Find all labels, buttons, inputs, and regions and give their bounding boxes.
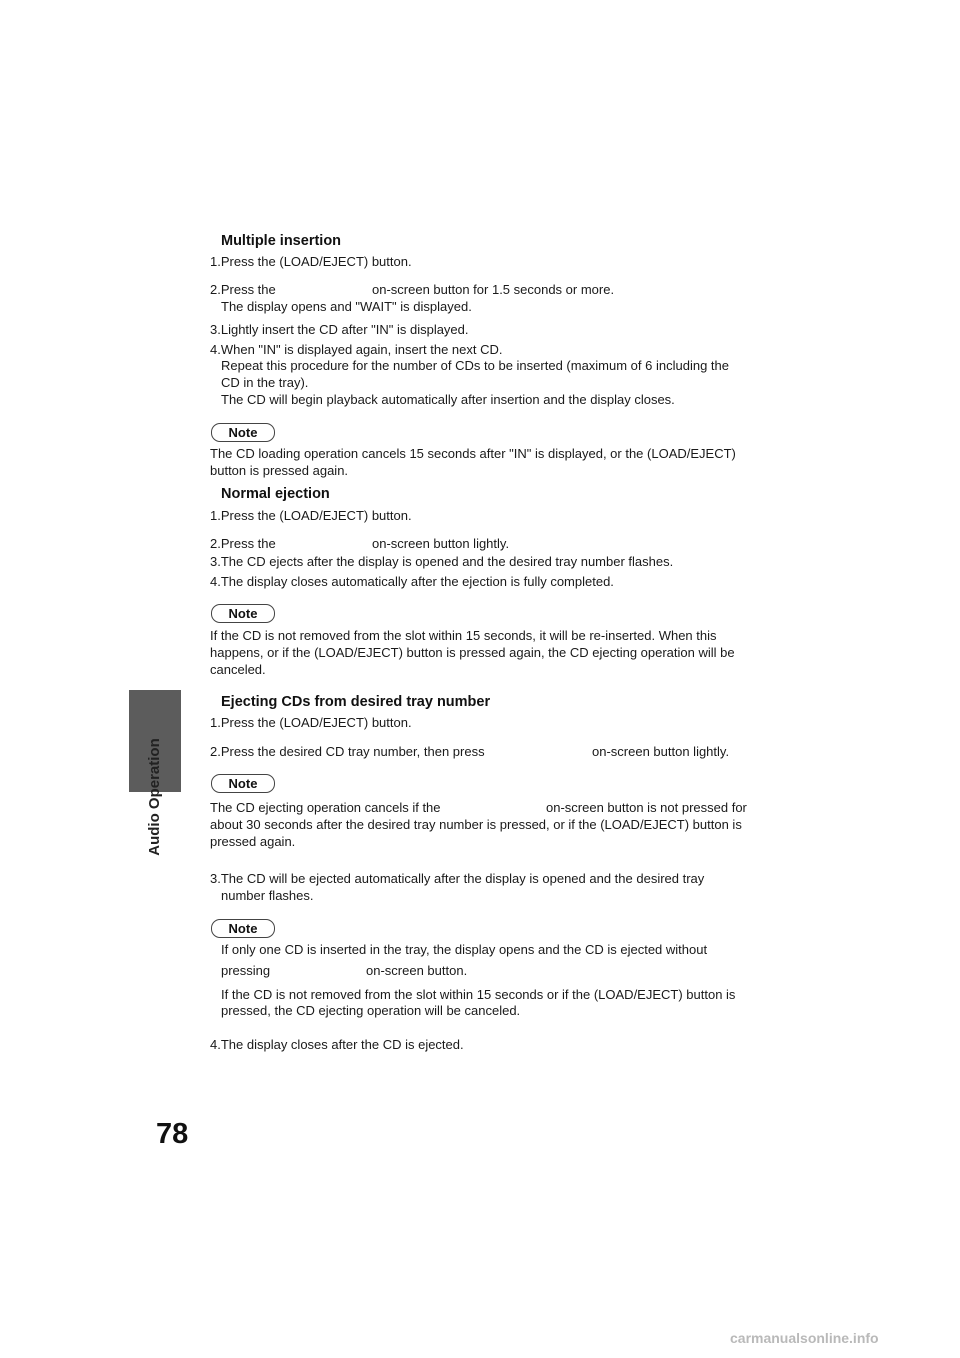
te-step-3a: 3.The CD will be ejected automatically after the display is opened and the desired tray (210, 871, 705, 886)
mi-step-4b: Repeat this procedure for the number of CDs to be inserted (maximum of 6 including the (221, 358, 729, 373)
heading-normal-ejection: Normal ejection (221, 486, 330, 502)
ne-note-line-3: canceled. (210, 662, 266, 677)
te-step-1: 1.Press the (LOAD/EJECT) button. (210, 715, 412, 730)
mi-step-2b: on-screen button for 1.5 seconds or more. (372, 282, 615, 297)
te-note2-line-2a: pressing (221, 963, 271, 978)
te-step-3b: number flashes. (221, 888, 314, 903)
te-note2-line-1: If only one CD is inserted in the tray, the display opens and the CD is ejected without (221, 942, 708, 957)
watermark: carmanualsonline.info (730, 1330, 879, 1346)
mi-step-2c: The display opens and "WAIT" is displayed. (221, 299, 472, 314)
note-badge: Note (211, 604, 275, 623)
ne-step-3: 3.The CD ejects after the display is opened and the desired tray number flashes. (210, 554, 674, 569)
section-tab-label: Audio Operation (146, 738, 163, 856)
ne-step-1: 1.Press the (LOAD/EJECT) button. (210, 508, 412, 523)
mi-step-3: 3.Lightly insert the CD after "IN" is displayed. (210, 322, 469, 337)
note-badge: Note (211, 423, 275, 442)
ne-step-4: 4.The display closes automatically after the ejection is fully completed. (210, 574, 614, 589)
ne-step-2a: 2.Press the (210, 536, 276, 551)
mi-step-4d: The CD will begin playback automatically after insertion and the display closes. (221, 392, 675, 407)
note-badge: Note (211, 774, 275, 793)
ne-note-line-1: If the CD is not removed from the slot within 15 seconds, it will be re-inserted. When this (210, 628, 717, 643)
te-note2-line-2b: on-screen button. (366, 963, 468, 978)
mi-note-line-2: button is pressed again. (210, 463, 349, 478)
ne-step-2b: on-screen button lightly. (372, 536, 510, 551)
te-note1-a: The CD ejecting operation cancels if the (210, 800, 441, 815)
te-note2-line-3: If the CD is not removed from the slot within 15 seconds or if the (LOAD/EJECT) button is (221, 987, 736, 1002)
te-step-2a: 2.Press the desired CD tray number, then press (210, 744, 485, 759)
mi-step-1: 1.Press the (LOAD/EJECT) button. (210, 254, 412, 269)
mi-step-2a: 2.Press the (210, 282, 276, 297)
te-step-4: 4.The display closes after the CD is ejected. (210, 1037, 464, 1052)
page-number: 78 (156, 1118, 189, 1150)
te-note1-line-2: about 30 seconds after the desired tray number is pressed, or if the (LOAD/EJECT) button is (210, 817, 742, 832)
te-note2-line-4: pressed, the CD ejecting operation will be canceled. (221, 1003, 521, 1018)
mi-note-line-1: The CD loading operation cancels 15 seconds after "IN" is displayed, or the (LOAD/EJECT) (210, 446, 736, 461)
mi-step-4c: CD in the tray). (221, 375, 309, 390)
note-badge: Note (211, 919, 275, 938)
te-note1-b: on-screen button is not pressed for (546, 800, 747, 815)
ne-note-line-2: happens, or if the (LOAD/EJECT) button is pressed again, the CD ejecting operation will be (210, 645, 735, 660)
te-note1-line-3: pressed again. (210, 834, 296, 849)
mi-step-4a: 4.When "IN" is displayed again, insert the next CD. (210, 342, 503, 357)
te-step-2b: on-screen button lightly. (592, 744, 730, 759)
heading-multiple-insertion: Multiple insertion (221, 233, 342, 249)
heading-tray-ejection: Ejecting CDs from desired tray number (221, 694, 491, 710)
